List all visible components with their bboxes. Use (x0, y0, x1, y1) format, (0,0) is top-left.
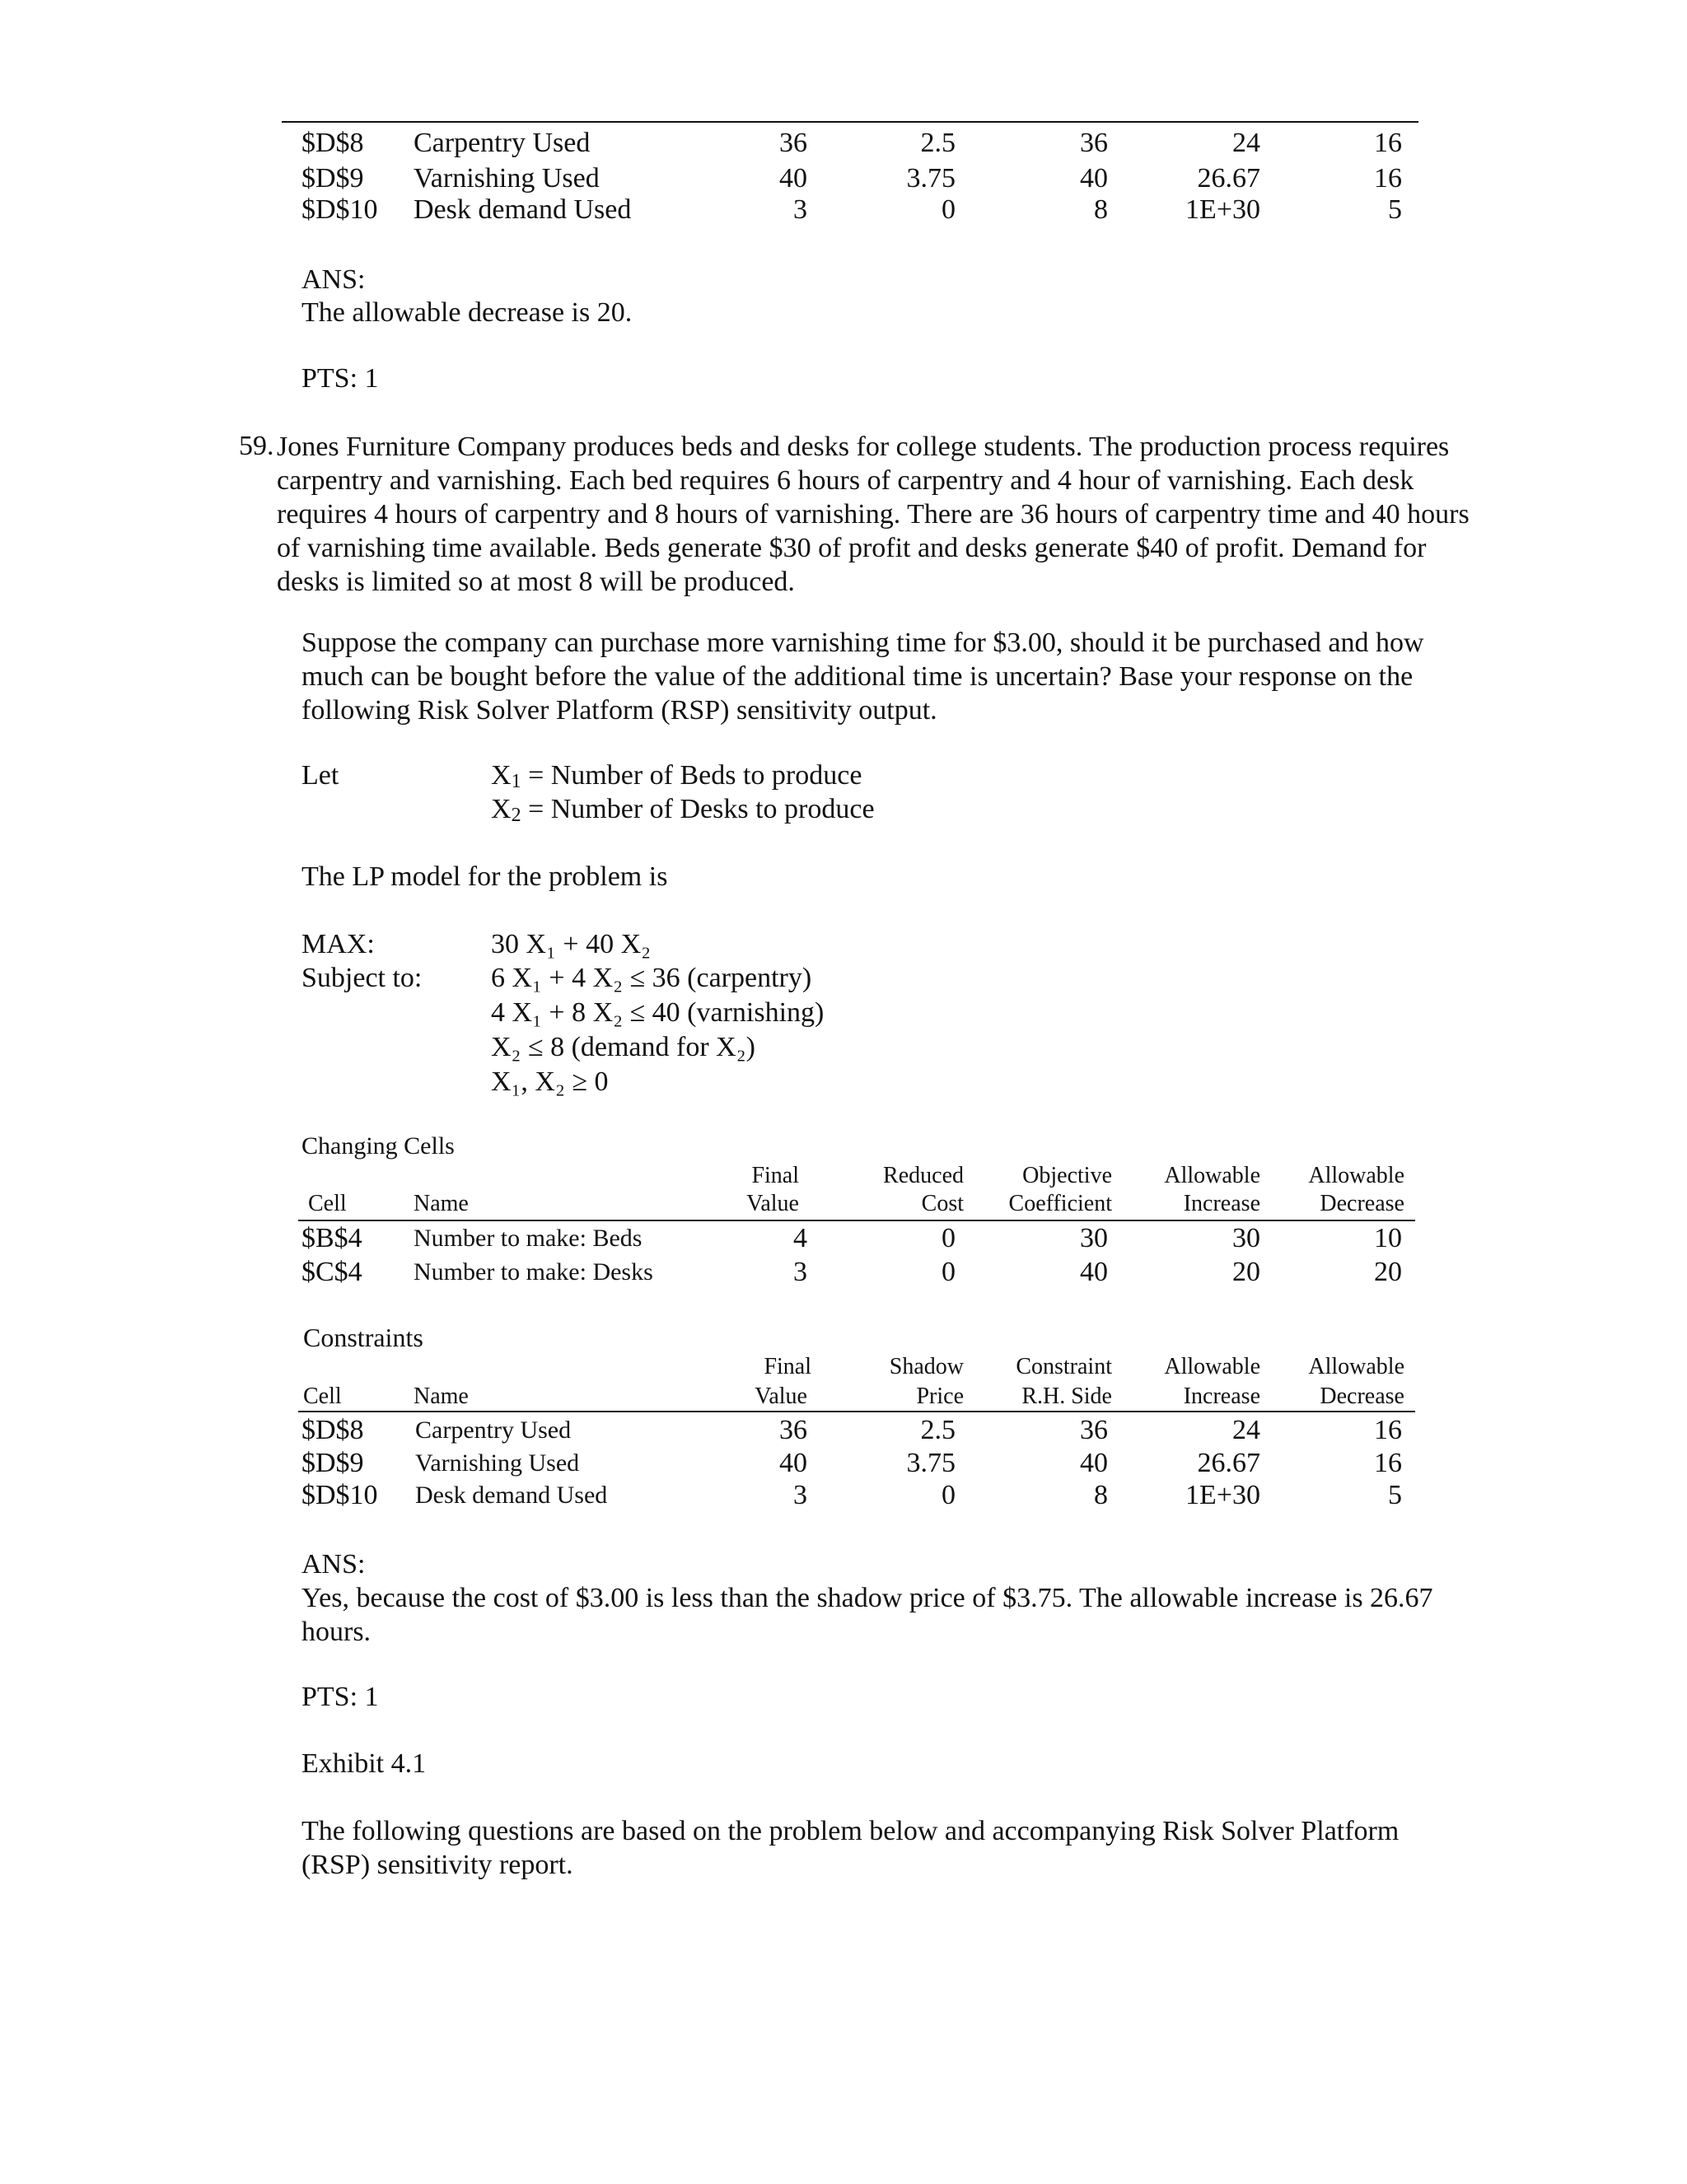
table-cell: 0 (942, 194, 956, 225)
table-cell: 24 (1232, 1415, 1260, 1445)
table-cell: $D$9 (301, 1448, 364, 1478)
table-cell: $D$8 (301, 1415, 364, 1445)
table-cell: 40 (1080, 1257, 1108, 1287)
table-cell: Number to make: Desks (414, 1258, 653, 1286)
variable-subscript: 2 (511, 805, 521, 826)
question-text: Suppose the company can purchase more varnishing time for $3.00, should it be purchased and how much can be bought before the value of the additional time is uncertain? Base your response on the following Risk Solver Platform (RSP) sensitivity output. (301, 628, 1424, 726)
answer-text: The allowable decrease is 20. (301, 297, 633, 328)
table-cell: Desk demand Used (415, 1482, 608, 1509)
constraint-nonnegativity: X₁, X₂ ≥ 0 (491, 1066, 609, 1097)
let-label: Let (301, 760, 339, 791)
table-cell: 16 (1374, 163, 1402, 194)
header-final: Final (751, 1163, 799, 1188)
table-cell: 5 (1388, 1480, 1402, 1510)
variable-subscript: 1 (511, 771, 521, 792)
header-name: Name (414, 1384, 469, 1409)
table-cell: Varnishing Used (414, 163, 600, 194)
table-cell: 24 (1232, 128, 1260, 158)
header-name: Name (414, 1191, 469, 1216)
constraint-varnishing: 4 X₁ + 8 X₂ ≤ 40 (varnishing) (491, 997, 825, 1028)
table-cell: 1E+30 (1185, 1480, 1260, 1510)
header-cell: Cell (303, 1384, 342, 1409)
table-cell: 0 (942, 1257, 956, 1287)
table-cell: 20 (1374, 1257, 1402, 1287)
table-cell: 5 (1388, 194, 1402, 225)
header-final: Final (764, 1354, 811, 1379)
table-cell: 4 (793, 1223, 807, 1253)
max-label: MAX: (301, 929, 375, 959)
changing-cells-rule (298, 1220, 1415, 1221)
table-cell: 40 (779, 163, 807, 194)
header-objective: Coefficient (1008, 1191, 1112, 1216)
header-reduced: Cost (921, 1191, 964, 1216)
variable-meaning: = Number of Beds to produce (521, 760, 862, 791)
header-allowable-increase: Allowable (1164, 1163, 1260, 1188)
header-allowable-decrease: Decrease (1320, 1384, 1404, 1409)
variable-symbol: X (491, 794, 512, 824)
objective-function: 30 X₁ + 40 X₂ (491, 929, 651, 959)
variable-definition-2 (491, 793, 875, 826)
table-cell: 36 (1080, 128, 1108, 158)
answer-label: ANS: (301, 264, 366, 295)
table-cell: Carpentry Used (414, 128, 591, 158)
table-cell: 40 (1080, 1448, 1108, 1478)
points-label: PTS: 1 (301, 1682, 379, 1712)
table-cell: 16 (1374, 128, 1402, 158)
variable-meaning: = Number of Desks to produce (521, 794, 875, 824)
header-allowable-decrease: Allowable (1308, 1354, 1404, 1379)
table-cell: Carpentry Used (415, 1416, 572, 1444)
header-final: Value (755, 1384, 807, 1409)
table-cell: Number to make: Beds (414, 1225, 643, 1252)
table-cell: 1E+30 (1185, 194, 1260, 225)
table-cell: 20 (1232, 1257, 1260, 1287)
header-cell: Cell (308, 1191, 347, 1216)
table-cell: Varnishing Used (415, 1449, 580, 1477)
table-cell: 40 (1080, 163, 1108, 194)
header-reduced: Reduced (883, 1163, 964, 1188)
table-cell: $D$8 (301, 128, 364, 158)
table-cell: 0 (942, 1480, 956, 1510)
header-final: Value (746, 1191, 799, 1216)
table-cell: 2.5 (920, 128, 956, 158)
header-shadow: Price (916, 1384, 964, 1409)
question-intro: Jones Furniture Company produces beds and desks for college students. The production process requires carpentry and varnishing. Each bed requires 6 hours of carpentry and 4 hour of varnishing. Each desk requires 4 hours of carpentry and 8 hours of varnishing. There are 36 hours of carpentry time and 40 hours of varnishing time available. Beds generate $30 of profit and desks generate $40 of profit. Demand for desks is limited so at most 8 will be produced. (277, 432, 1470, 597)
answer-text: Yes, because the cost of $3.00 is less than the shadow price of $3.75. The allowable increase is 26.67 hours. (301, 1583, 1433, 1647)
answer-label: ANS: (301, 1549, 366, 1580)
table-cell: 26.67 (1197, 1448, 1260, 1478)
table-cell: $D$10 (301, 1480, 378, 1510)
table-cell: 3.75 (906, 1448, 956, 1478)
changing-cells-title: Changing Cells (301, 1132, 455, 1160)
variable-definition-1 (491, 759, 862, 792)
table-cell: 3.75 (906, 163, 956, 194)
table-cell: $C$4 (301, 1257, 362, 1287)
table-cell: 36 (1080, 1415, 1108, 1445)
header-allowable-decrease: Allowable (1308, 1163, 1404, 1188)
exhibit-text: The following questions are based on the problem below and accompanying Risk Solver Platform (RSP) sensitivity report. (301, 1816, 1400, 1880)
question-number: 59. (239, 431, 274, 461)
table-cell: Desk demand Used (414, 194, 632, 225)
subject-label: Subject to: (301, 963, 423, 993)
header-objective: Objective (1022, 1163, 1112, 1188)
constraints-title: Constraints (303, 1323, 423, 1352)
table-cell: 2.5 (920, 1415, 956, 1445)
table-cell: $B$4 (301, 1223, 362, 1253)
table-cell: 30 (1232, 1223, 1260, 1253)
table-cell: 8 (1094, 194, 1108, 225)
table-cell: $D$10 (301, 194, 378, 225)
constraint-carpentry: 6 X₁ + 4 X₂ ≤ 36 (carpentry) (491, 963, 812, 993)
table-cell: 10 (1374, 1223, 1402, 1253)
table-cell: 16 (1374, 1448, 1402, 1478)
table-cell: 36 (779, 1415, 807, 1445)
table-cell: 0 (942, 1223, 956, 1253)
table-cell: 26.67 (1197, 163, 1260, 194)
table-cell: 8 (1094, 1480, 1108, 1510)
header-allowable-increase: Allowable (1164, 1354, 1260, 1379)
header-allowable-decrease: Decrease (1320, 1191, 1404, 1216)
table-cell: 16 (1374, 1415, 1402, 1445)
table-cell: $D$9 (301, 163, 364, 194)
table-cell: 3 (793, 1257, 807, 1287)
table-cell: 40 (779, 1448, 807, 1478)
lp-intro: The LP model for the problem is (301, 861, 668, 892)
table-cell: 30 (1080, 1223, 1108, 1253)
constraint-demand: X₂ ≤ 8 (demand for X₂) (491, 1032, 755, 1062)
top-table-rule (282, 121, 1418, 123)
constraints-rule (298, 1411, 1415, 1412)
points-label: PTS: 1 (301, 363, 379, 394)
exhibit-title: Exhibit 4.1 (301, 1748, 427, 1779)
variable-symbol: X (491, 760, 512, 791)
header-allowable-increase: Increase (1183, 1384, 1260, 1409)
header-shadow: Shadow (889, 1354, 964, 1379)
table-cell: 3 (793, 1480, 807, 1510)
table-cell: 36 (779, 128, 807, 158)
header-allowable-increase: Increase (1183, 1191, 1260, 1216)
table-cell: 3 (793, 194, 807, 225)
header-constraint: R.H. Side (1021, 1384, 1112, 1409)
header-constraint: Constraint (1016, 1354, 1112, 1379)
